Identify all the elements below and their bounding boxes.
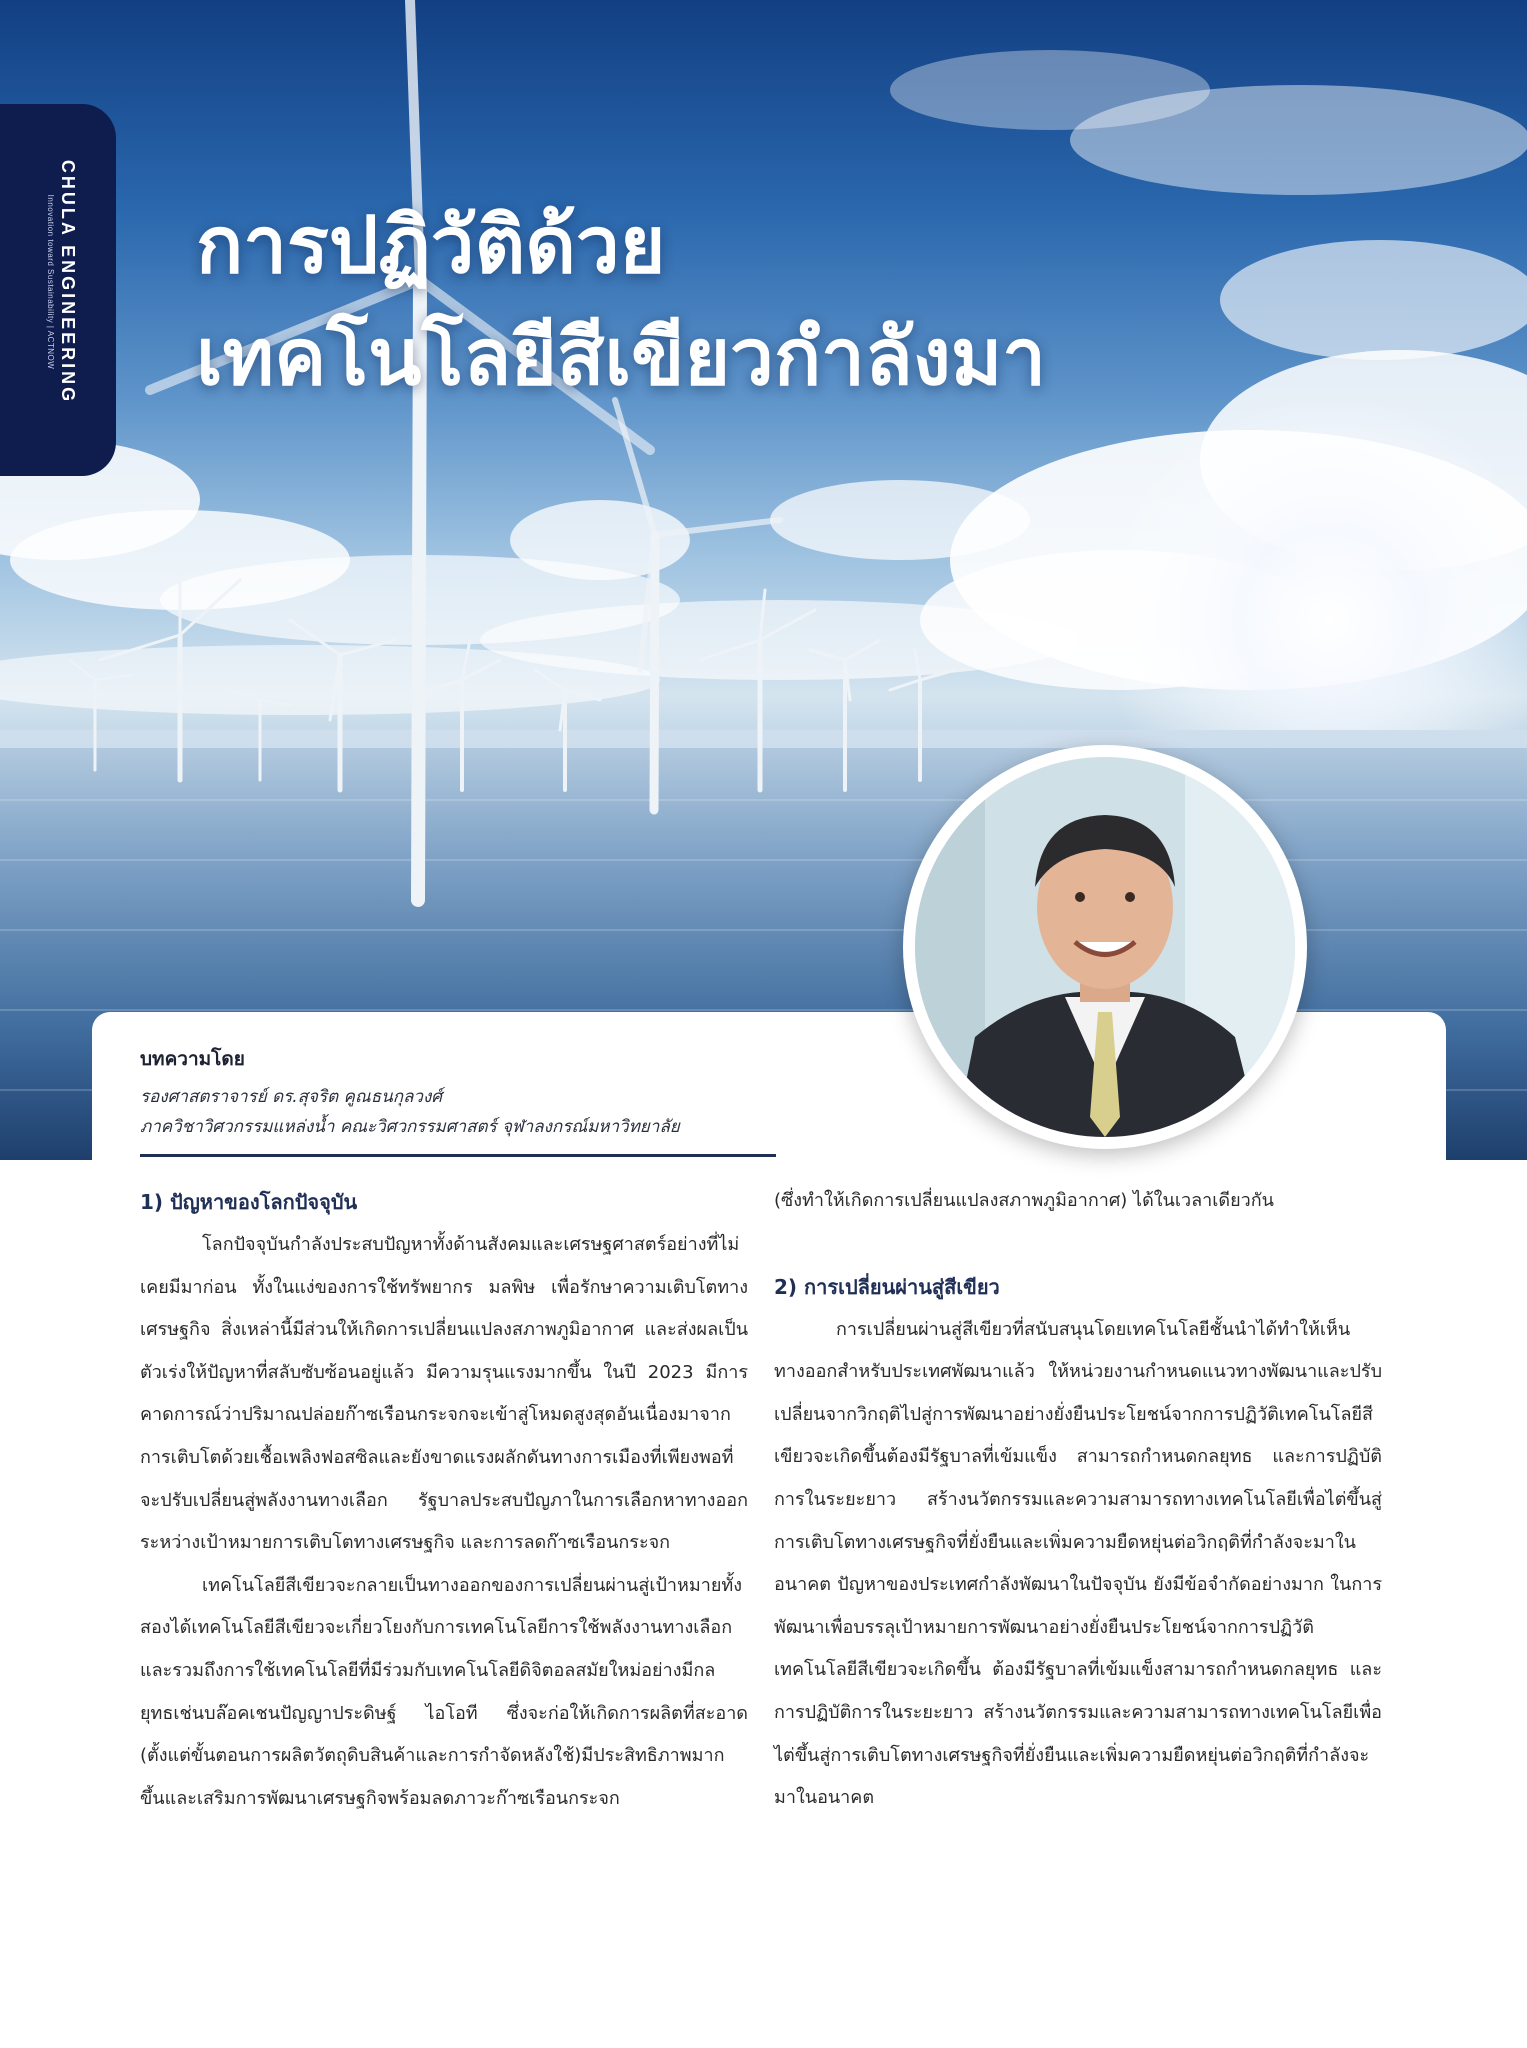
article-column-left <box>140 1180 748 1820</box>
article-column-right <box>774 1180 1382 1820</box>
section-spacer <box>774 1223 1382 1265</box>
section-1-heading: 1) ปัญหาของโลกปัจจุบัน <box>140 1190 358 1214</box>
byline-divider <box>140 1154 776 1157</box>
author-portrait <box>903 745 1307 1149</box>
author-affiliation: ภาควิชาวิศวกรรมแหล่งน้ำ คณะวิศวกรรมศาสตร์ จุฬาลงกรณ์มหาวิทยาลัย <box>140 1117 680 1137</box>
section-1-paragraph-1: โลกปัจจุบันกำลังประสบปัญหาทั้งด้านสังคมและเศรษฐศาสตร์อย่างที่ไม่เคยมีมาก่อน ทั้งในแง่ของการใช้ทรัพยากร มลพิษ เพื่อรักษาความเติบโตทางเศรษฐกิจ สิ่งเหล่านี้มีส่วนให้เกิดการเปลี่ยนแปลงสภาพภูมิอากาศ และส่งผลเป็นตัวเร่งให้ปัญหาที่สลับซับซ้อนอยู่แล้ว มีความรุนแรงมากขึ้น ในปี 2023 มีการคาดการณ์ว่าปริมาณปล่อยก๊าซเรือนกระจกจะเข้าสู่โหมดสูงสุดอันเนื่องมาจากการเติบโตด้วยเชื้อเพลิงฟอสซิลและยังขาดแรงผลักดันทางการเมืองที่เพียงพอที่จะปรับเปลี่ยนสู่พลังงานทางเลือก รัฐบาลประสบปัญภาในการเลือกหาทางออกระหว่างเป้าหมายการเติบโตทางเศรษฐกิจ และการลดก๊าซเรือนกระจก <box>140 1234 748 1554</box>
section-1-paragraph-2: เทคโนโลยีสีเขียวจะกลายเป็นทางออกของการเปลี่ยนผ่านสู่เป้าหมายทั้งสองได้เทคโนโลยีสีเขียวจะเกี่ยวโยงกับการเทคโนโลยีการใช้พลังงานทางเลือกและรวมถึงการใช้เทคโนโลยีที่มีร่วมกับเทคโนโลยีดิจิตอลสมัยใหม่อย่างมีกลยุทธเช่นบล๊อคเชนปัญญาประดิษฐ์ ไอโอที ซึ่งจะก่อให้เกิดการผลิตที่สะอาด (ตั้งแต่ขั้นตอนการผลิตวัตถุดิบสินค้าและการกำจัดหลังใช้)มีประสิทธิภาพมากขึ้นและเสริมการพัฒนาเศรษฐกิจพร้อมลดภาวะก๊าซเรือนกระจก <box>140 1574 748 1809</box>
author-name: รองศาสตราจารย์ ดร.สุจริต คูณธนกุลวงศ์ <box>140 1087 443 1107</box>
byline <box>140 1044 680 1142</box>
section-1-paragraph-2-continued: (ซึ่งทำให้เกิดการเปลี่ยนแปลงสภาพภูมิอากาศ) ได้ในเวลาเดียวกัน <box>774 1190 1274 1211</box>
author-photo <box>915 757 1295 1137</box>
byline-label: บทความโดย <box>140 1048 245 1070</box>
section-2-paragraph-1: การเปลี่ยนผ่านสู่สีเขียวที่สนับสนุนโดยเทคโนโลยีชั้นนำได้ทำให้เห็นทางออกสำหรับประเทศพัฒนาแล้ว ให้หน่วยงานกำหนดแนวทางพัฒนาและปรับเปลี่ยนจากวิกฤติไปสู่การพัฒนาอย่างยั่งยืนประโยชน์จากการปฏิวัติเทคโนโลยีสีเขียวจะเกิดขึ้นต้องมีรัฐบาลที่เข้มแข็ง สามารถกำหนดกลยุทธ และการปฏิบัติการในระยะยาว สร้างนวัตกรรมและความสามารถทางเทคโนโลยีเพื่อไต่ขึ้นสู่การเติบโตทางเศรษฐกิจที่ยั่งยืนและเพิ่มความยืดหยุ่นต่อวิกฤติที่กำลังจะมาในอนาคต ปัญหาของประเทศกำลังพัฒนาในปัจจุบัน ยังมีข้อจำกัดอย่างมาก ในการพัฒนาเพื่อบรรลุเป้าหมายการพัฒนาอย่างยั่งยืนประโยชน์จากการปฏิวัติเทคโนโลยีสีเขียวจะเกิดขึ้น ต้องมีรัฐบาลที่เข้มแข็งสามารถกำหนดกลยุทธ และการปฏิบัติการในระยะยาว สร้างนวัตกรรมและความสามารถทางเทคโนโลยีเพื่อไต่ขึ้นสู่การเติบโตทางเศรษฐกิจที่ยั่งยืนและเพิ่มความยืดหยุ่นต่อวิกฤติที่กำลังจะมาในอนาคต <box>774 1318 1382 1809</box>
section-2-heading: 2) การเปลี่ยนผ่านสู่สีเขียว <box>774 1274 1000 1299</box>
article-title <box>196 190 1046 414</box>
side-tab <box>0 104 116 476</box>
article-title-line-1: การปฏิวัติด้วย <box>196 201 666 291</box>
magazine-brand: CHULA ENGINEERING <box>58 159 78 405</box>
side-tab-text <box>46 160 78 404</box>
magazine-subtitle: Innovation toward Sustainability | ACTNOW <box>46 194 55 370</box>
article-title-line-2: เทคโนโลยีสีเขียวกำลังมา <box>196 313 1047 403</box>
